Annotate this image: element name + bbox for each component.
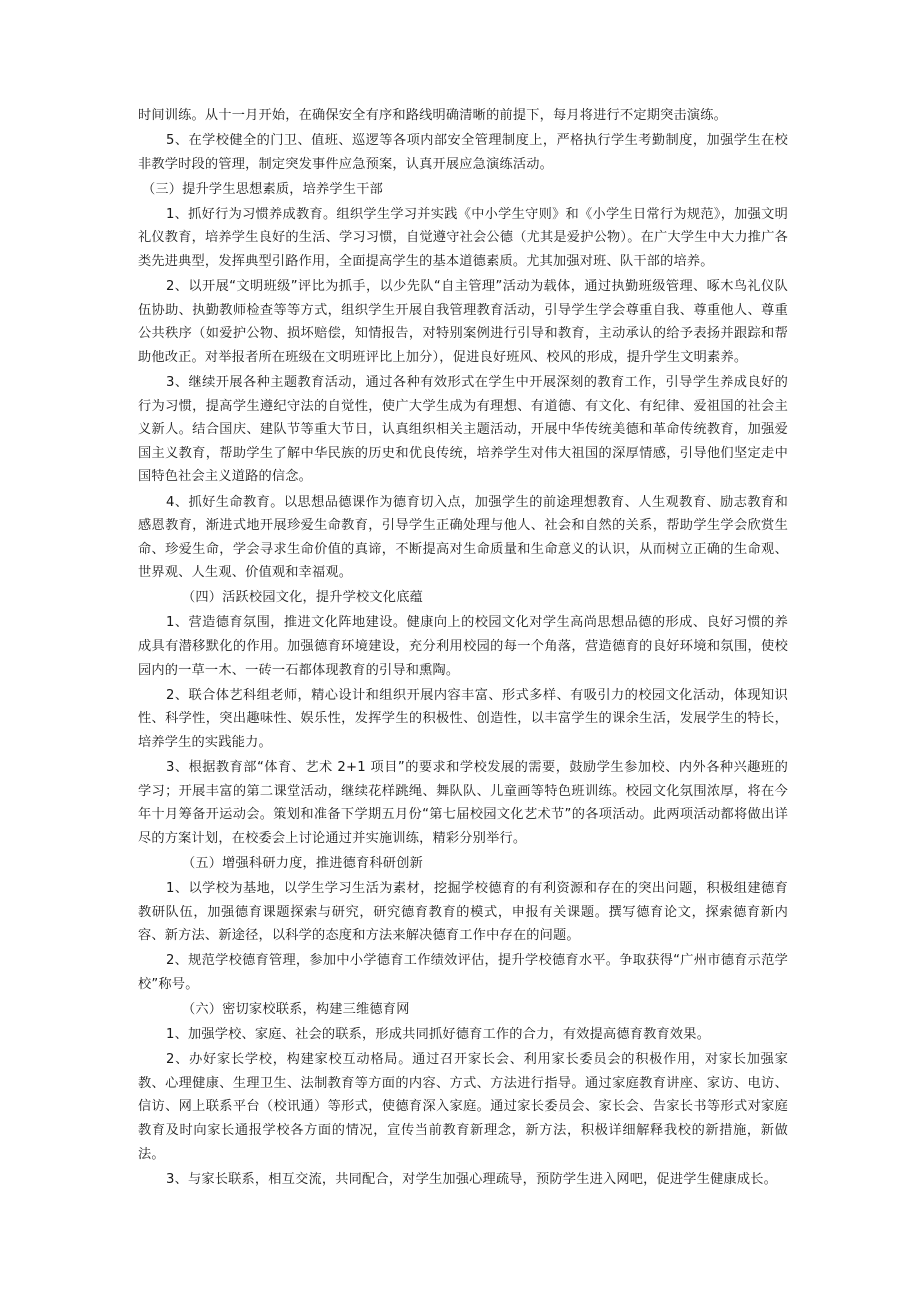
document-body	[138, 104, 788, 1191]
paragraph: 1、抓好行为习惯养成教育。组织学生学习并实践《中小学生守则》和《小学生日常行为规范》，加强文明礼仪教育，培养学生良好的生活、学习习惯，自觉遵守社会公德（尤其是爱护公物）。在广大学生中大力推广各类先进典型，发挥典型引路作用，全面提高学生的基本道德素质。尤其加强对班、队干部的培养。	[138, 206, 788, 270]
paragraph: 5、在学校健全的门卫、值班、巡逻等各项内部安全管理制度上，严格执行学生考勤制度，加强学生在校非教学时段的管理，制定突发事件应急预案，认真开展应急演练活动。	[138, 133, 788, 172]
paragraph: 1、营造德育氛围，推进文化阵地建设。健康向上的校园文化对学生高尚思想品德的形成、良好习惯的养成具有潜移默化的作用。加强德育环境建设，充分利用校园的每一个角落，营造德育的良好环境和氛围，使校园内的一草一木、一砖一石都体现教育的引导和熏陶。	[138, 615, 788, 678]
paragraph: 2、规范学校德育管理，参加中小学德育工作绩效评估，提升学校德育水平。争取获得“广州市德育示范学校”称号。	[138, 953, 788, 992]
paragraph: 3、根据教育部“体育、艺术 2+1 项目”的要求和学校发展的需要，鼓励学生参加校、内外各种兴趣班的学习；开展丰富的第二课堂活动，继续花样跳绳、舞队队、儿童画等特色班训练。校园文化氛围浓厚，将在今年十月筹备开运动会。策划和准备下学期五月份“第七届校园文化艺术节”的各项活动。此两项活动都将做出详尽的方案计划，在校委会上讨论通过并实施训练，精彩分别举行。	[138, 760, 788, 846]
section-heading: （六）密切家校联系，构建三维德育网	[182, 1001, 410, 1017]
paragraph: 1、以学校为基地，以学生学习生活为素材，挖掘学校德育的有利资源和存在的突出问题，积极组建德育教研队伍，加强德育课题探索与研究，研究德育教育的模式，申报有关课题。撰写德育论文，探索德育新内容、新方法、新途径，以科学的态度和方法来解决德育工作中存在的问题。	[138, 881, 788, 944]
paragraph: 2、办好家长学校，构建家校互动格局。通过召开家长会、利用家长委员会的积极作用，对家长加强家教、心理健康、生理卫生、法制教育等方面的内容、方式、方法进行指导。通过家庭教育讲座、家访、电访、信访、网上联系平台（校讯通）等形式，使德育深入家庭。通过家长委员会、家长会、告家长书等形式对家庭教育及时向家长通报学校各方面的情况，宣传当前教育新理念，新方法，积极详细解释我校的新措施，新做法。	[138, 1052, 788, 1162]
paragraph: 4、抓好生命教育。以思想品德课作为德育切入点，加强学生的前途理想教育、人生观教育、励志教育和感恩教育，渐进式地开展珍爱生命教育，引导学生正确处理与他人、社会和自然的关系，帮助学生学会欣赏生命、珍爱生命，学会寻求生命价值的真谛，不断提高对生命质量和生命意义的认识，从而树立正确的生命观、世界观、人生观、价值观和幸福观。	[138, 494, 788, 581]
paragraph: 时间训练。从十一月开始，在确保安全有序和路线明确清晰的前提下，每月将进行不定期突击演练。	[138, 108, 728, 123]
paragraph: 3、继续开展各种主题教育活动，通过各种有效形式在学生中开展深刻的教育工作，引导学生养成良好的行为习惯，提高学生遵纪守法的自觉性，使广大学生成为有理想、有道德、有文化、有纪律、爱祖国的社会主义新人。结合国庆、建队节等重大节日，认真组织相关主题活动，开展中华传统美德和革命传统教育，加强爱国主义教育，帮助学生了解中华民族的历史和优良传统，培养学生对伟大祖国的深厚情感，引导他们坚定走中国特色社会主义道路的信念。	[138, 375, 788, 485]
section-heading: （三）提升学生思想素质，培养学生干部	[142, 181, 383, 197]
paragraph: 2、以开展“文明班级”评比为抓手，以少先队“自主管理”活动为载体，通过执勤班级管理、啄木鸟礼仪队伍协助、执勤教师检查等等方式，组织学生开展自我管理教育活动，引导学生学会尊重自我、尊重他人、尊重公共秩序（如爱护公物、损坏赔偿，知情报告，对特别案例进行引导和教育，主动承认的给予表扬并跟踪和帮助他改正。对举报者所在班级在文明班评比上加分），促进良好班风、校风的形成，提升学生文明素养。	[138, 279, 788, 365]
paragraph: 1、加强学校、家庭、社会的联系，形成共同抓好德育工作的合力，有效提高德育教育效果。	[166, 1027, 711, 1043]
paragraph: 3、与家长联系，相互交流，共同配合，对学生加强心理疏导，预防学生进入网吧，促进学生健康成长。	[166, 1171, 778, 1187]
paragraph: 2、联合体艺科组老师，精心设计和组织开展内容丰富、形式多样、有吸引力的校园文化活动，体现知识性、科学性，突出趣味性、娱乐性，发挥学生的积极性、创造性，以丰富学生的课余生活，发展学生的特长，培养学生的实践能力。	[138, 687, 788, 750]
section-heading: （五）增强科研力度，推进德育科研创新	[182, 855, 423, 871]
section-heading: （四）活跃校园文化，提升学校文化底蕴	[182, 590, 423, 606]
